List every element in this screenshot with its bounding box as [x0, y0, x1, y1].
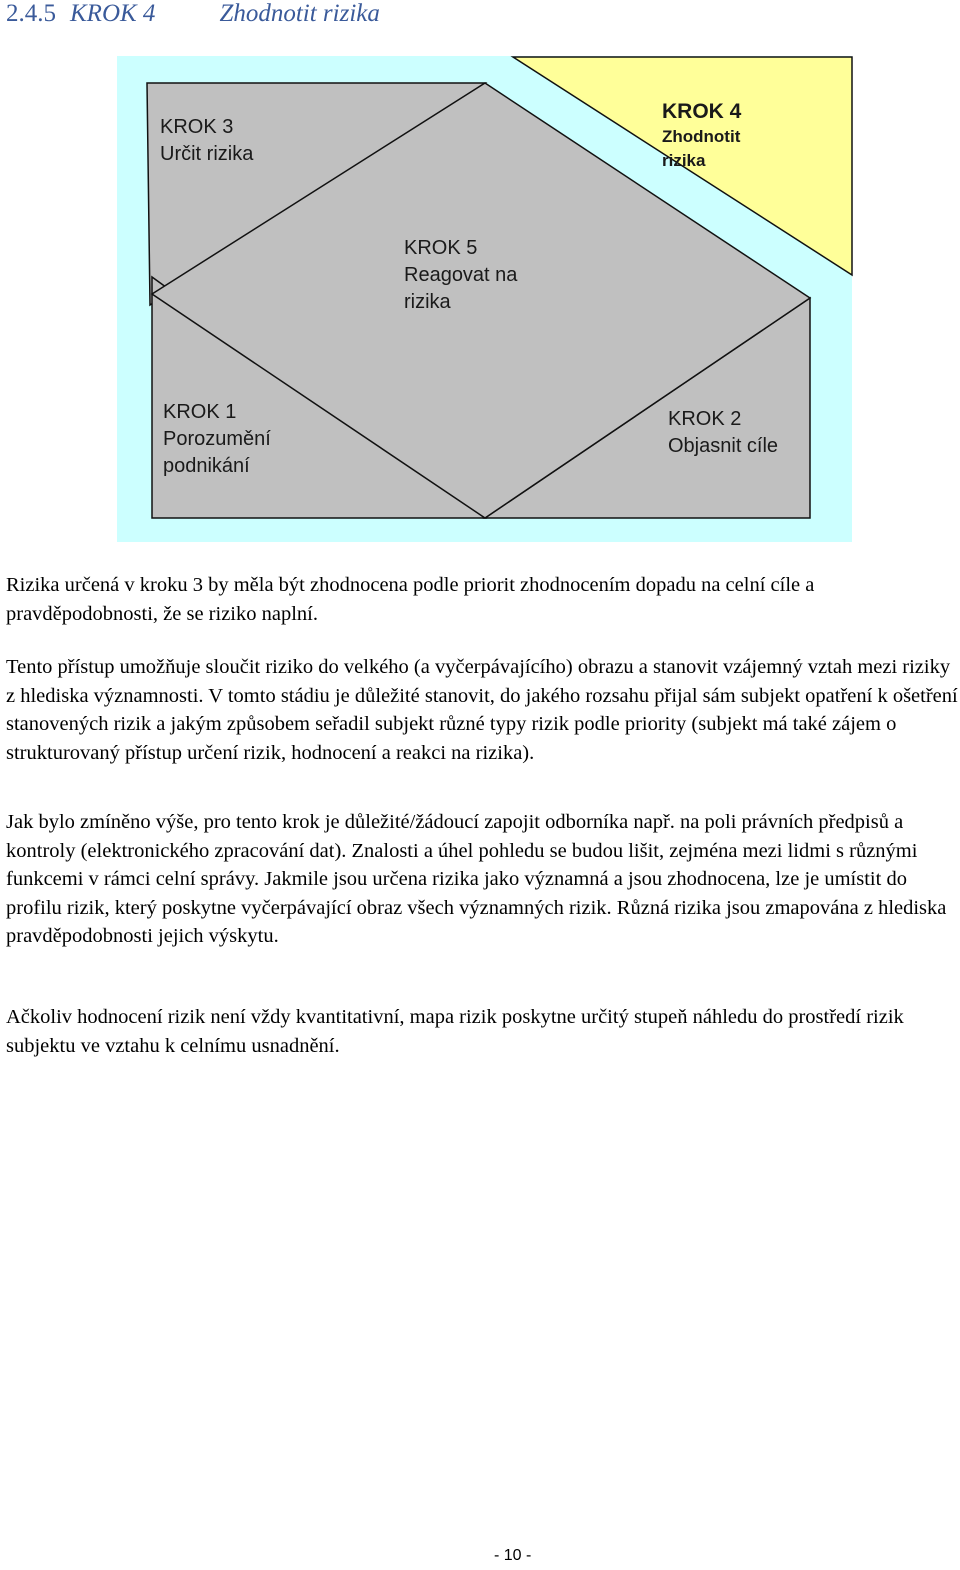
krok1-label: KROK 1 Porozumění podnikání — [163, 401, 271, 477]
section-step: KROK 4 — [70, 0, 156, 27]
paragraph-2: Tento přístup umožňuje sloučit riziko do velkého (a vyčerpávajícího) obrazu a stanovit vzájemný vztah mezi riziky z hlediska významnosti. V tomto stádiu je důležité stanovit, do jakého rozsahu přijal sám subjekt opatření k ošetření stanovených rizik a jakým způsobem seřadil subjekt různé typy rizik podle priority (subjekt má také zájem o strukturovaný přístup určení rizik, hodnocení a reakci na rizika). — [6, 656, 958, 764]
krok5-label: KROK 5 Reagovat na rizika — [404, 237, 518, 313]
section-title: Zhodnotit rizika — [219, 0, 380, 27]
risk-process-diagram — [0, 0, 960, 560]
krok3-label: KROK 3 Určit rizika — [160, 116, 254, 165]
krok2-label: KROK 2 Objasnit cíle — [668, 408, 779, 457]
paragraph-4: Ačkoliv hodnocení rizik není vždy kvantitativní, mapa rizik poskytne určitý stupeň náhledu do prostředí rizik subjektu ve vztahu k celnímu usnadnění. — [6, 1006, 904, 1057]
page-number: - 10 - — [494, 1547, 532, 1564]
section-number: 2.4.5 — [6, 0, 56, 27]
paragraph-1: Rizika určená v kroku 3 by měla být zhodnocena podle priorit zhodnocením dopadu na celní cíle a pravděpodobnosti, že se riziko naplní. — [6, 574, 815, 625]
paragraph-3: Jak bylo zmíněno výše, pro tento krok je důležité/žádoucí zapojit odborníka např. na poli právních předpisů a kontroly (elektronického zpracování dat). Znalosti a úhel pohledu se budou lišit, zejména mezi lidmi s různými funkcemi v rámci celní správy. Jakmile jsou určena rizika jako významná a jsou zhodnocena, lze je umístit do profilu rizik, který poskytne vyčerpávající obraz všech významných rizik. Různá rizika jsou zmapována z hlediska pravděpodobnosti jejich výskytu. — [6, 811, 947, 947]
krok4-label: KROK 4 Zhodnotit rizika — [662, 100, 742, 170]
